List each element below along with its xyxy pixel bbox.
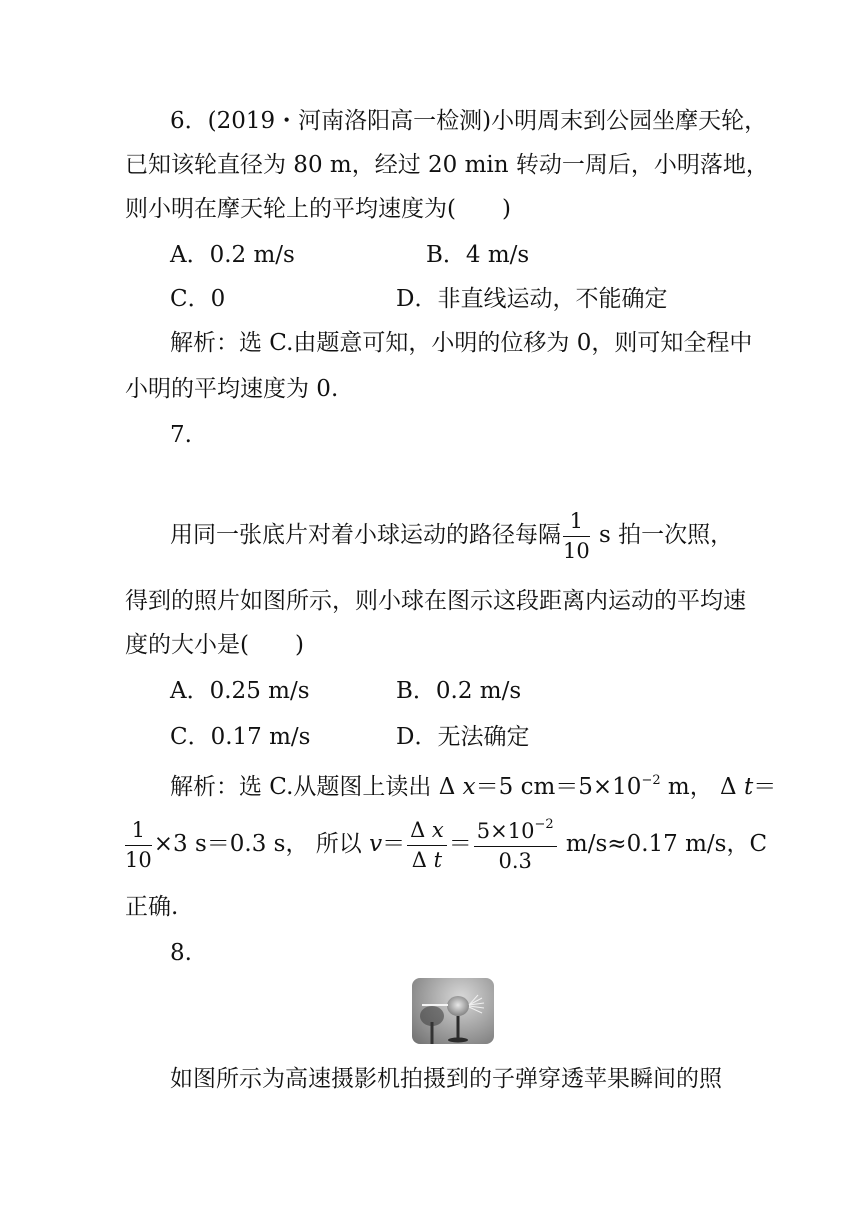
- q7-analysis-mid1: ＝5 cm＝5×10: [475, 774, 642, 800]
- q8-number: 8.: [170, 940, 192, 966]
- q7-stem-line-1: [170, 508, 734, 563]
- q6-stem-line-1: 6．(2019・河南洛阳高一检测)小明周末到公园坐摩天轮，: [170, 108, 768, 134]
- q6-stem-line-3: 则小明在摩天轮上的平均速度为( ): [125, 196, 511, 222]
- q6-stem-line-2: 已知该轮直径为 80 m，经过 20 min 转动一周后，小明落地，: [125, 152, 769, 178]
- q7-stem-text-post: s 拍一次照，: [591, 522, 734, 548]
- q7-stem-text-pre: 用同一张底片对着小球运动的路径每隔: [170, 522, 561, 548]
- q7-option-b: B．0.2 m/s: [396, 678, 522, 704]
- q7-analysis-frac2-numerator: Δ x: [407, 820, 447, 846]
- q7-analysis-mid2: m， Δ: [660, 774, 744, 800]
- bullet-apple-photo: [412, 978, 494, 1044]
- q7-analysis-eq2: ＝: [448, 831, 472, 857]
- q7-option-d: D．无法确定: [396, 724, 530, 750]
- q7-analysis-line-2: [123, 814, 767, 874]
- q7-analysis-line-1: [170, 766, 776, 802]
- q7-analysis-line-3: 正确.: [125, 894, 179, 920]
- q7-analysis-frac1-denominator: 10: [125, 847, 152, 872]
- q7-fraction-numerator: 1: [563, 511, 590, 537]
- q7-analysis-frac3-denominator: 0.3: [498, 849, 532, 873]
- q6-option-d: D．非直线运动，不能确定: [396, 286, 668, 312]
- q7-analysis-frac1-numerator: 1: [125, 820, 152, 846]
- q6-option-b: B．4 m/s: [426, 242, 530, 268]
- q7-analysis-fraction-1: [125, 817, 152, 872]
- q6-analysis-line-2: 小明的平均速度为 0.: [125, 376, 339, 402]
- q7-analysis-end1: ＝: [753, 774, 777, 800]
- q7-analysis-t: t: [743, 774, 754, 800]
- q7-option-a: A．0.25 m/s: [170, 678, 310, 704]
- q7-analysis-fraction-3: [474, 818, 557, 872]
- q7-fraction-denominator: 10: [563, 538, 590, 563]
- q8-stem-line-1: 如图所示为高速摄影机拍摄到的子弹穿透苹果瞬间的照: [170, 1066, 722, 1092]
- q7-number: 7.: [170, 422, 192, 448]
- q6-analysis-line-1: 解析：选 C.由题意可知，小明的位移为 0，则可知全程中: [170, 330, 753, 356]
- q6-option-c: C．0: [170, 286, 226, 312]
- q7-analysis-pre: 解析：选 C.从题图上读出 Δ: [170, 774, 463, 800]
- q7-analysis-exp1: −2: [641, 773, 661, 788]
- q7-stem-line-2: 得到的照片如图所示，则小球在图示这段距离内运动的平均速: [125, 588, 746, 614]
- q7-analysis-eq: ＝: [382, 831, 406, 857]
- q7-analysis-l2a: ×3 s＝0.3 s， 所以: [153, 831, 370, 857]
- q7-analysis-v: v: [369, 831, 383, 857]
- q7-analysis-fraction-2: [407, 817, 447, 872]
- q7-option-c: C．0.17 m/s: [170, 724, 311, 750]
- q7-interval-fraction: [563, 508, 590, 563]
- q7-analysis-frac3-numerator: $5\times 10^{-2}$: [474, 818, 557, 847]
- q6-option-a: A．0.2 m/s: [170, 242, 295, 268]
- q7-analysis-l2b: m/s≈0.17 m/s，C: [558, 831, 768, 857]
- q7-analysis-frac2-denominator: Δ t: [411, 847, 443, 872]
- q7-stem-line-3: 度的大小是( ): [125, 632, 304, 658]
- q7-analysis-x: x: [462, 774, 476, 800]
